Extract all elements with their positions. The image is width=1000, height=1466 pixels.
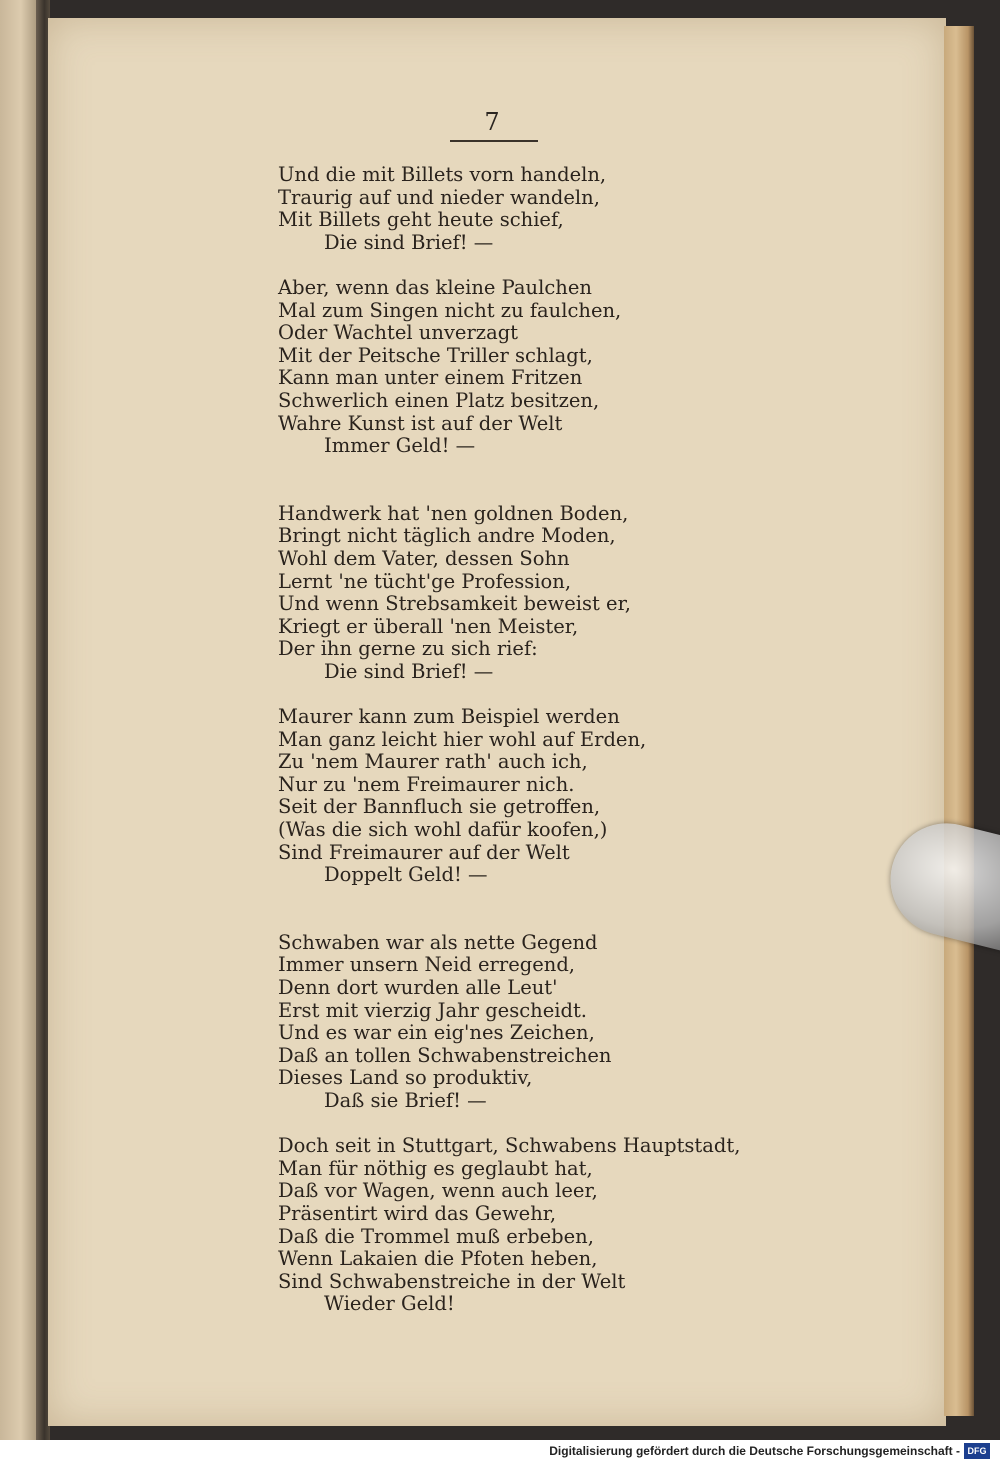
poem-line: Daß an tollen Schwabenstreichen: [278, 1043, 612, 1067]
poem-refrain: Daß sie Brief! —: [324, 1088, 487, 1112]
poem-line: Man für nöthig es geglaubt hat,: [278, 1156, 593, 1180]
poem-line: Und es war ein eig'nes Zeichen,: [278, 1021, 595, 1045]
poem-line: Lernt 'ne tücht'ge Profession,: [278, 569, 572, 593]
poem-refrain: Immer Geld! —: [324, 434, 476, 458]
poem-line: Bringt nicht täglich andre Moden,: [278, 524, 616, 548]
poem-line: Handwerk hat 'nen goldnen Boden,: [278, 501, 629, 525]
page-number: 7: [484, 108, 500, 136]
poem-line: Sind Schwabenstreiche in der Welt: [278, 1269, 626, 1293]
poem-line: Der ihn gerne zu sich rief:: [278, 637, 538, 661]
poem-line: Schwerlich einen Platz besitzen,: [278, 388, 600, 412]
page-stack-edge: [944, 26, 974, 1416]
poem-line: Aber, wenn das kleine Paulchen: [278, 275, 592, 299]
poem-line: Doch seit in Stuttgart, Schwabens Hauptstadt,: [278, 1134, 741, 1158]
footer-credit: Digitalisierung gefördert durch die Deutsche Forschungsgemeinschaft -: [549, 1444, 960, 1458]
poem-line: (Was die sich wohl dafür koofen,): [278, 818, 608, 842]
poem-line: Erst mit vierzig Jahr gescheidt.: [278, 998, 587, 1022]
poem-line: Man ganz leicht hier wohl auf Erden,: [278, 727, 647, 751]
poem-line: Zu 'nem Maurer rath' auch ich,: [278, 750, 588, 774]
header-rule: [450, 140, 538, 142]
poem-line: Dieses Land so produktiv,: [278, 1066, 533, 1090]
poem-line: Wohl dem Vater, dessen Sohn: [278, 546, 570, 570]
poem-line: Denn dort wurden alle Leut': [278, 976, 558, 999]
poem-line: Traurig auf und nieder wandeln,: [278, 185, 600, 209]
poem-line: Kriegt er überall 'nen Meister,: [278, 614, 579, 638]
poem-line: Schwaben war als nette Gegend: [278, 930, 598, 954]
poem-line: Maurer kann zum Beispiel werden: [278, 705, 620, 729]
poem-line: Mit der Peitsche Triller schlagt,: [278, 343, 593, 367]
poem-line: Daß die Trommel muß erbeben,: [278, 1224, 594, 1248]
poem-refrain: Doppelt Geld! —: [324, 863, 488, 887]
poem-line: Nur zu 'nem Freimaurer nich.: [278, 772, 575, 796]
poem-line: Immer unsern Neid erregend,: [278, 953, 575, 977]
poem-line: Seit der Bannfluch sie getroffen,: [278, 795, 601, 819]
poem-line: Daß vor Wagen, wenn auch leer,: [278, 1179, 598, 1203]
poem-line: Mit Billets geht heute schief,: [278, 208, 564, 232]
left-page-edge: [0, 0, 38, 1440]
poem-line: Präsentirt wird das Gewehr,: [278, 1201, 557, 1225]
poem-text: [278, 164, 798, 1316]
poem-line: Mal zum Singen nicht zu faulchen,: [278, 298, 622, 322]
poem-line: Und wenn Strebsamkeit beweist er,: [278, 592, 631, 616]
poem-line: Wahre Kunst ist auf der Welt: [278, 411, 563, 435]
poem-refrain: Die sind Brief! —: [324, 230, 494, 254]
poem-line: Kann man unter einem Fritzen: [278, 366, 583, 390]
poem-line: Und die mit Billets vorn handeln,: [278, 163, 607, 186]
poem-line: Oder Wachtel unverzagt: [278, 321, 519, 345]
poem-line: Wenn Lakaien die Pfoten heben,: [278, 1247, 598, 1271]
poem-refrain: Die sind Brief! —: [324, 659, 494, 683]
dfg-logo-icon: DFG: [964, 1443, 990, 1459]
poem-line: Sind Freimaurer auf der Welt: [278, 840, 570, 864]
poem-refrain: Wieder Geld!: [324, 1292, 455, 1316]
